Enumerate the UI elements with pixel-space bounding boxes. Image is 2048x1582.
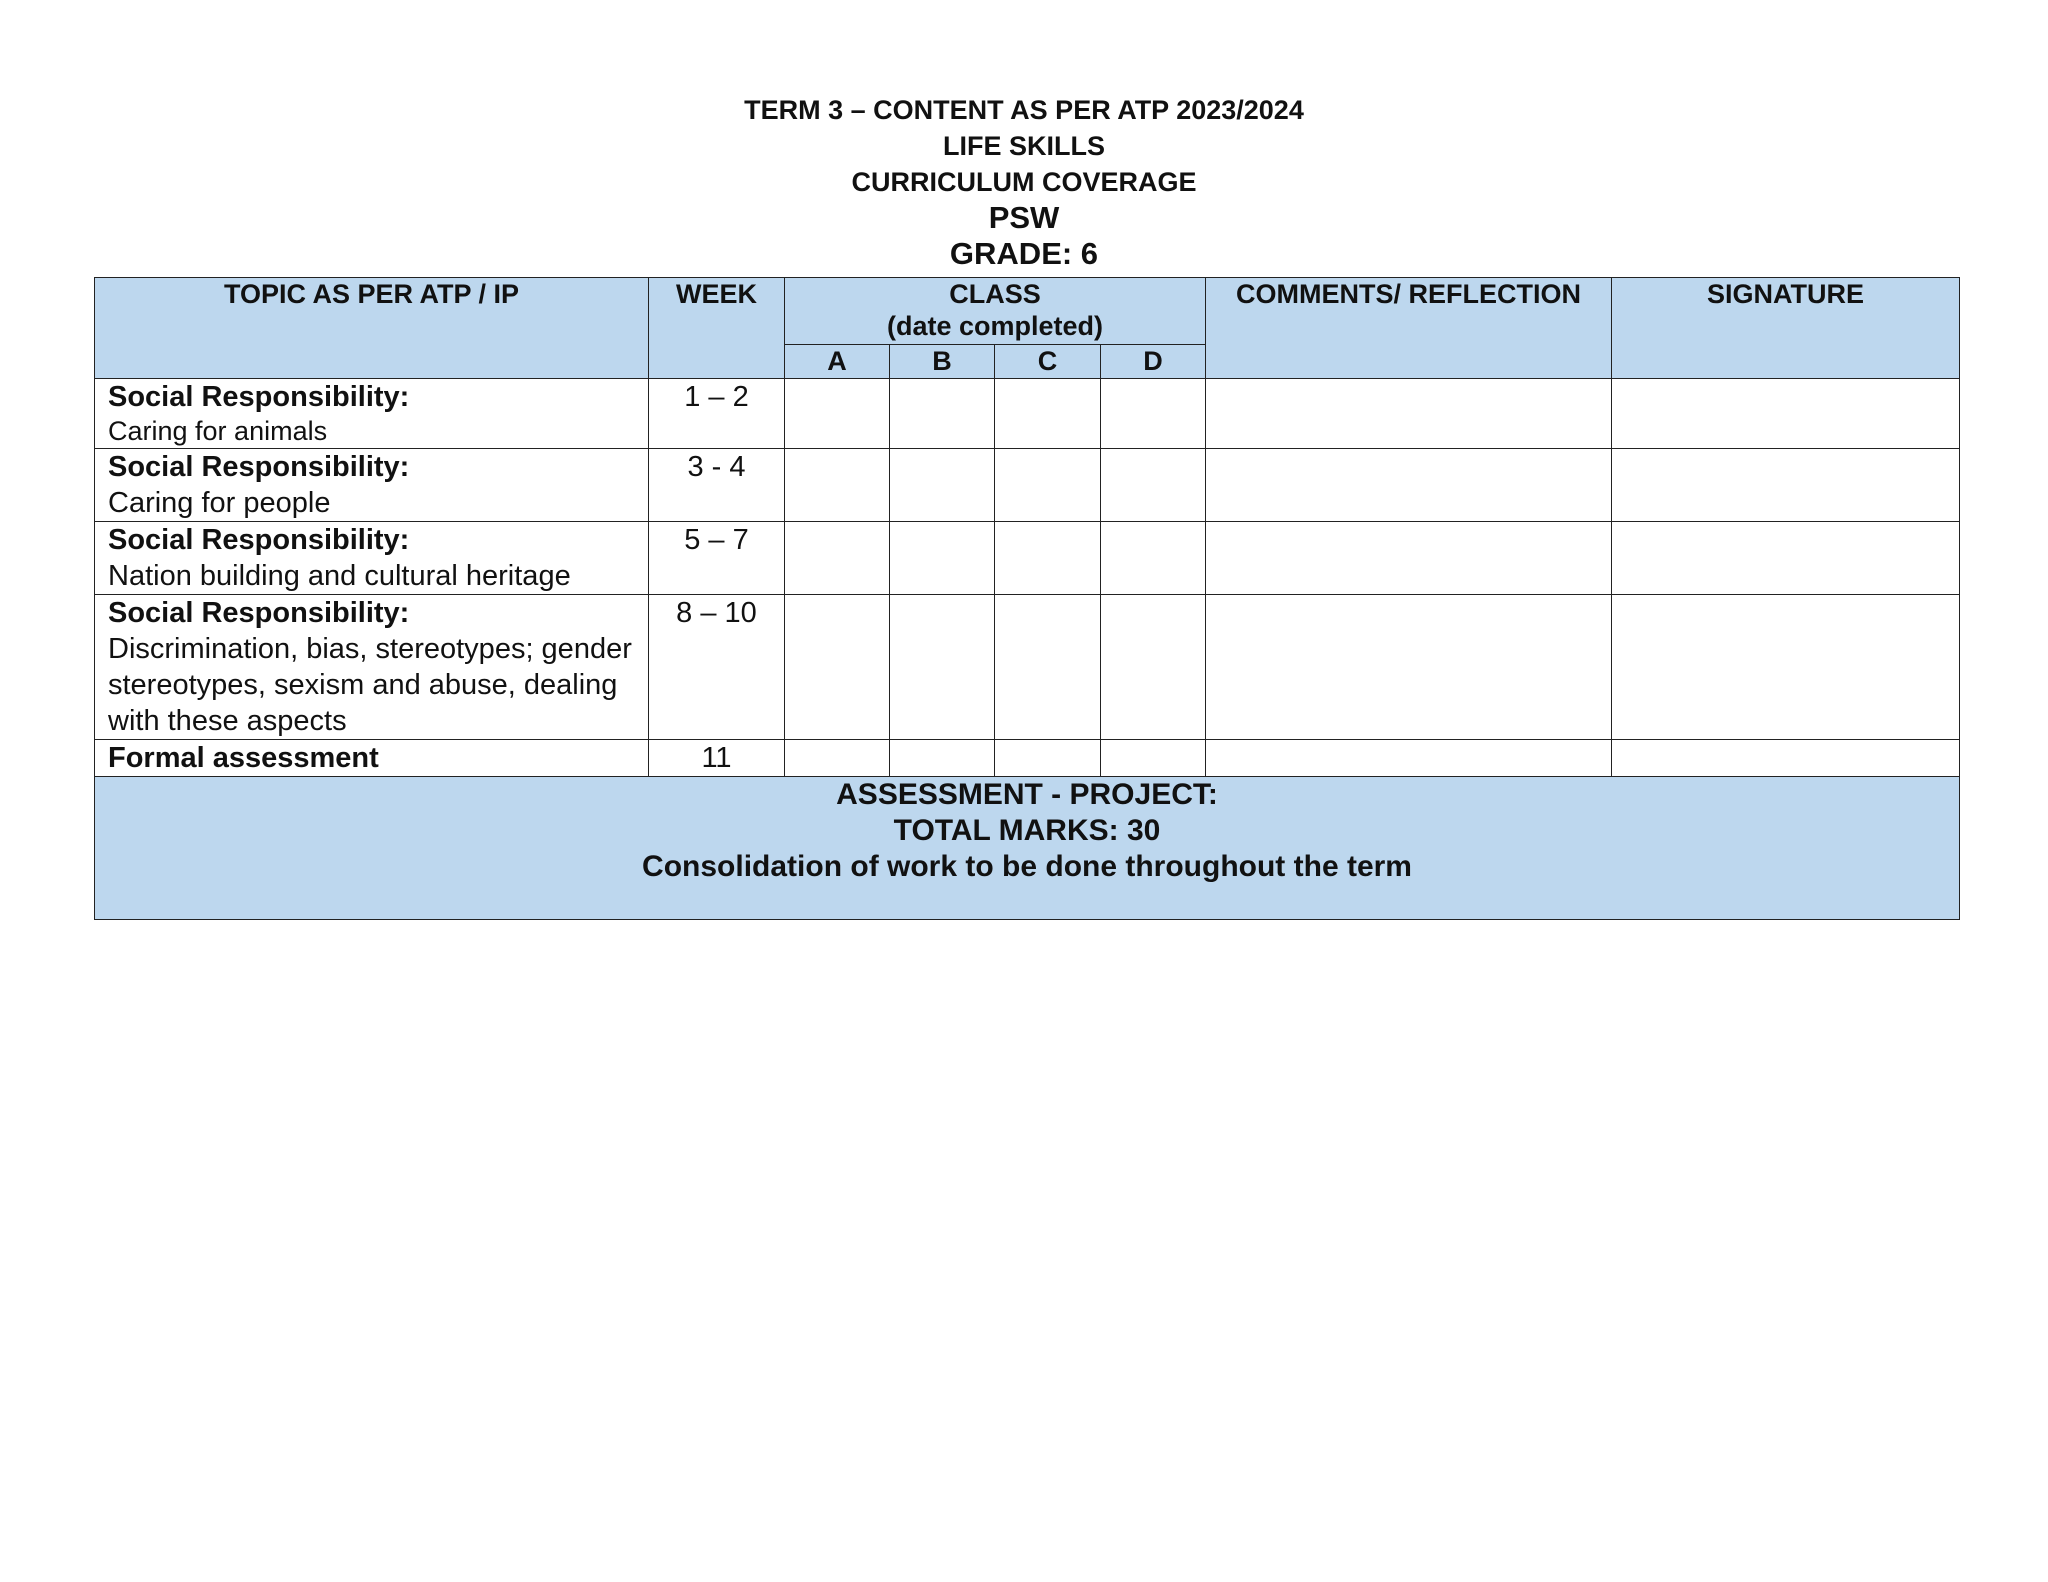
- topic-heading: Formal assessment: [108, 742, 379, 774]
- table-row: [95, 379, 1960, 449]
- signature-cell[interactable]: [1612, 449, 1960, 522]
- class-d-cell[interactable]: [1101, 449, 1206, 522]
- week-cell: 11: [649, 740, 785, 777]
- comments-cell[interactable]: [1206, 595, 1612, 740]
- topic-cell: [95, 595, 649, 740]
- topic-description: Caring for animals: [108, 416, 328, 446]
- week-cell: 1 – 2: [649, 379, 785, 449]
- class-c-cell[interactable]: [995, 379, 1101, 449]
- class-c-cell[interactable]: [995, 449, 1101, 522]
- table-row: [95, 449, 1960, 522]
- class-a-cell[interactable]: [785, 379, 890, 449]
- header-class-c: C: [995, 345, 1101, 379]
- comments-cell[interactable]: [1206, 379, 1612, 449]
- week-cell: 5 – 7: [649, 522, 785, 595]
- document-header: [0, 92, 2048, 272]
- curriculum-coverage-table: [94, 277, 1960, 920]
- comments-cell[interactable]: [1206, 740, 1612, 777]
- table-row: [95, 595, 1960, 740]
- comments-cell[interactable]: [1206, 522, 1612, 595]
- week-cell: 8 – 10: [649, 595, 785, 740]
- class-c-cell[interactable]: [995, 740, 1101, 777]
- header-topic: TOPIC AS PER ATP / IP: [95, 278, 649, 379]
- class-b-cell[interactable]: [890, 595, 995, 740]
- table-row: [95, 740, 1960, 777]
- header-class-d: D: [1101, 345, 1206, 379]
- class-b-cell[interactable]: [890, 449, 995, 522]
- signature-cell[interactable]: [1612, 522, 1960, 595]
- total-marks: TOTAL MARKS: 30: [893, 814, 1161, 847]
- subject-title: LIFE SKILLS: [943, 131, 1105, 161]
- class-a-cell[interactable]: [785, 449, 890, 522]
- coverage-title: CURRICULUM COVERAGE: [851, 167, 1197, 197]
- topic-description: Caring for people: [108, 487, 331, 519]
- header-class-a: A: [785, 345, 890, 379]
- class-a-cell[interactable]: [785, 522, 890, 595]
- grade-title: GRADE: 6: [949, 236, 1099, 271]
- header-class-label: CLASS: [949, 279, 1041, 309]
- class-b-cell[interactable]: [890, 379, 995, 449]
- assessment-footer-row: [95, 777, 1960, 920]
- class-c-cell[interactable]: [995, 595, 1101, 740]
- topic-cell: [95, 522, 649, 595]
- topic-cell: [95, 740, 649, 777]
- school-title: PSW: [988, 200, 1060, 235]
- table-row: [95, 522, 1960, 595]
- header-class: [785, 278, 1206, 345]
- class-d-cell[interactable]: [1101, 595, 1206, 740]
- class-c-cell[interactable]: [995, 522, 1101, 595]
- topic-heading: Social Responsibility:: [108, 524, 410, 556]
- header-week: WEEK: [649, 278, 785, 379]
- topic-heading: Social Responsibility:: [108, 381, 410, 413]
- signature-cell[interactable]: [1612, 740, 1960, 777]
- header-class-b: B: [890, 345, 995, 379]
- signature-cell[interactable]: [1612, 379, 1960, 449]
- topic-description: Nation building and cultural heritage: [108, 560, 571, 592]
- header-class-sub: (date completed): [887, 311, 1104, 341]
- class-d-cell[interactable]: [1101, 379, 1206, 449]
- assessment-title: ASSESSMENT - PROJECT:: [836, 778, 1218, 811]
- class-b-cell[interactable]: [890, 522, 995, 595]
- class-b-cell[interactable]: [890, 740, 995, 777]
- signature-cell[interactable]: [1612, 595, 1960, 740]
- term-title: TERM 3 – CONTENT AS PER ATP 2023/2024: [744, 95, 1304, 125]
- class-a-cell[interactable]: [785, 595, 890, 740]
- week-cell: 3 - 4: [649, 449, 785, 522]
- topic-heading: Social Responsibility:: [108, 451, 410, 483]
- topic-description: Discrimination, bias, stereotypes; gender stereotypes, sexism and abuse, dealing with these aspects: [108, 633, 632, 737]
- comments-cell[interactable]: [1206, 449, 1612, 522]
- class-d-cell[interactable]: [1101, 522, 1206, 595]
- class-a-cell[interactable]: [785, 740, 890, 777]
- topic-heading: Social Responsibility:: [108, 597, 410, 629]
- topic-cell: [95, 449, 649, 522]
- header-comments: COMMENTS/ REFLECTION: [1206, 278, 1612, 379]
- assessment-footer: [95, 777, 1960, 920]
- class-d-cell[interactable]: [1101, 740, 1206, 777]
- topic-cell: [95, 379, 649, 449]
- consolidation-note: Consolidation of work to be done throughout the term: [642, 850, 1412, 883]
- header-signature: SIGNATURE: [1612, 278, 1960, 379]
